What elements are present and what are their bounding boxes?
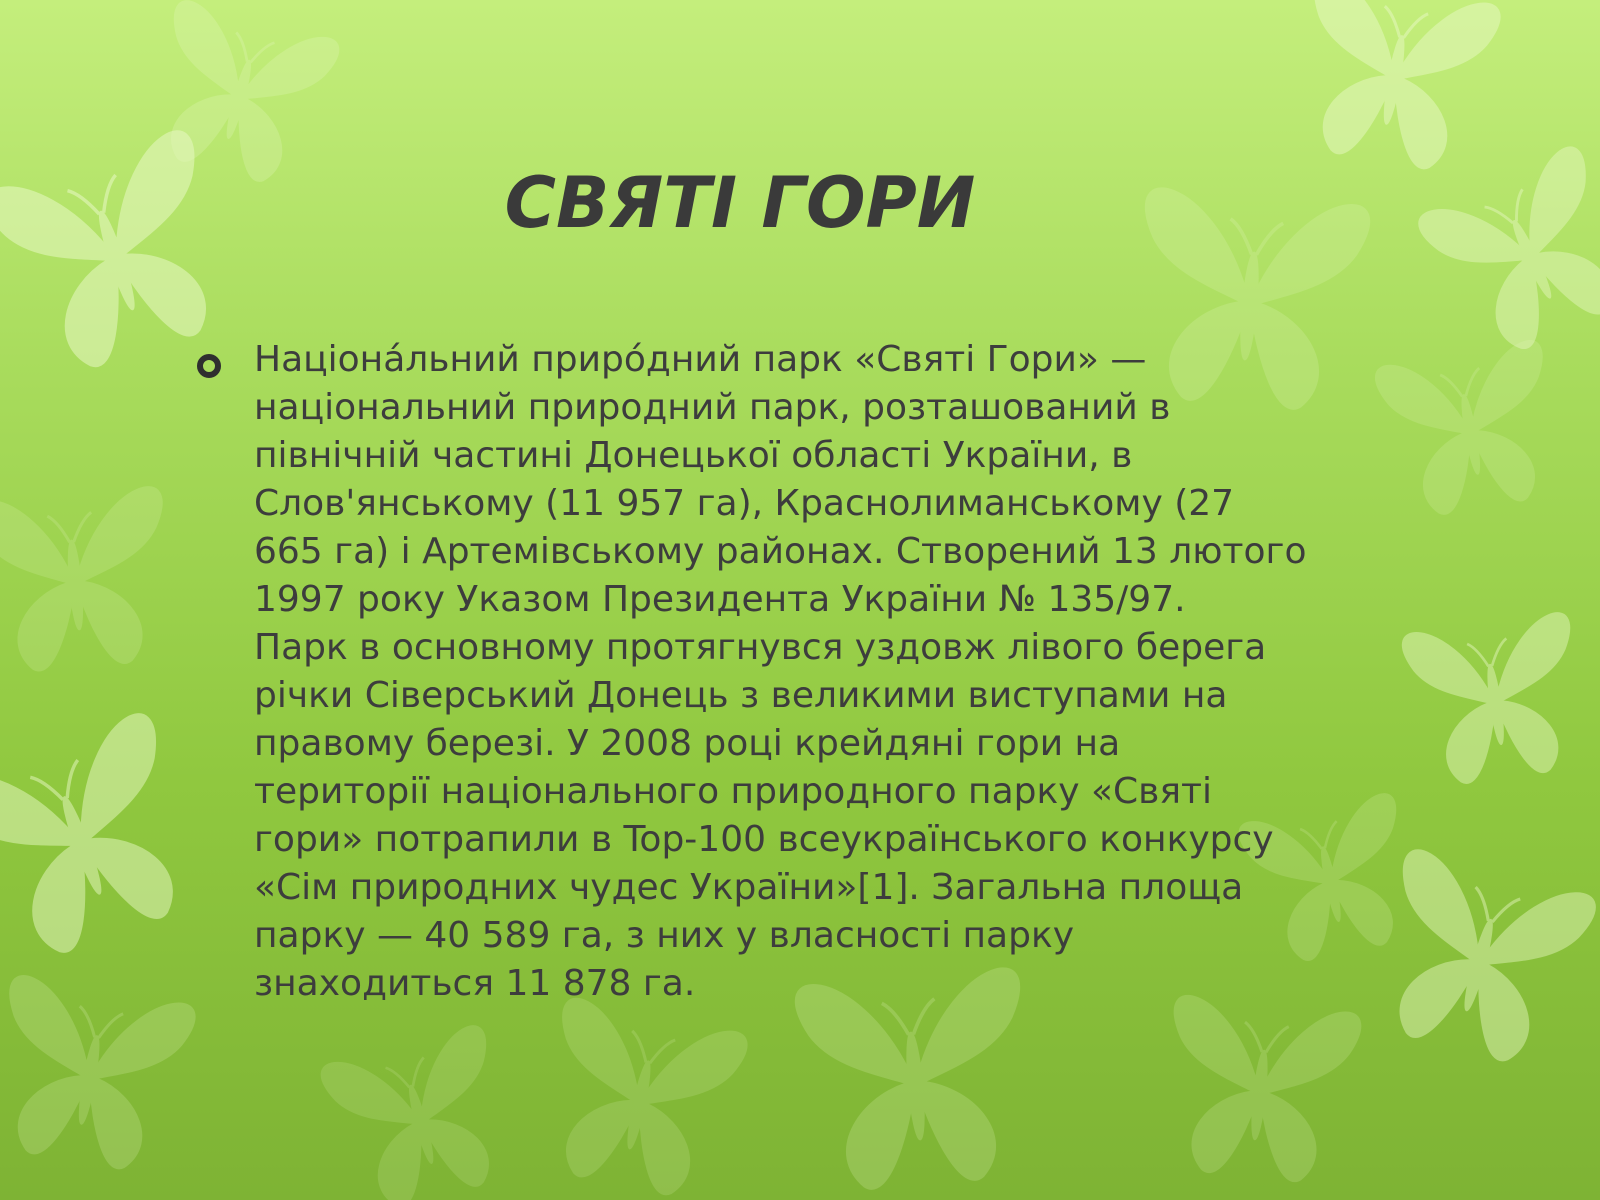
butterfly-silhouette-icon <box>0 485 176 675</box>
butterfly-silhouette-icon <box>1401 611 1590 790</box>
bullet-text: Націона́льний приро́дний парк «Святі Гори» — національний природний парк, розташований в північній частині Донецької області України, в Слов'янському (11 957 га), Краснолиманському (27 665 га) і Артемівському районах. Створений 13 лютого 1997 року Указом Президента України № 135/97. Парк в основному протягнувся уздовж лівого берега річки Сіверський Донець з великими виступами на правому березі. У 2008 році крейдяні гори на території національного природного парку «Святі гори» потрапили в Top-100 всеукраїнського конкурсу «Сім природних чудес України»[1]. Загальна площа парку — 40 589 га, з них у власності парку знаходиться 11 878 га. <box>254 339 1307 1004</box>
ring-bullet-icon <box>196 353 222 379</box>
butterfly-silhouette-icon <box>0 973 197 1177</box>
slide-body <box>196 336 1416 1008</box>
butterfly-silhouette-icon <box>0 709 216 971</box>
butterfly-silhouette-icon <box>1288 0 1503 177</box>
butterfly-silhouette-icon <box>318 1023 521 1200</box>
slide-title: СВЯТІ ГОРИ <box>504 162 976 244</box>
bullet-item <box>196 336 1416 1008</box>
butterfly-silhouette-icon <box>1415 143 1600 368</box>
butterfly-silhouette-icon <box>530 996 749 1200</box>
butterfly-silhouette-icon <box>1158 994 1363 1187</box>
